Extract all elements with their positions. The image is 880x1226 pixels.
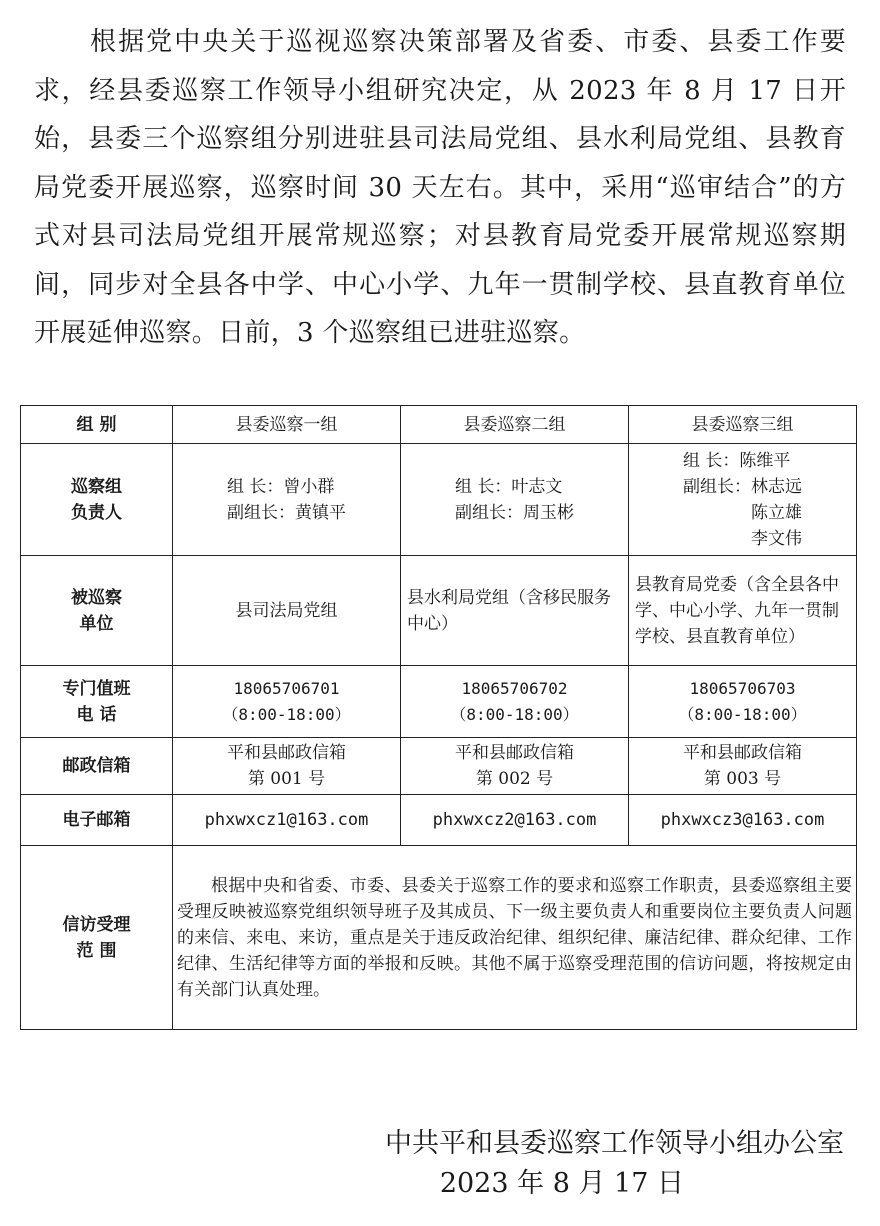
group-2-deputy: 副组长：周玉彬 (455, 502, 574, 523)
group-1-leaders (173, 444, 401, 556)
group-2-phone-hours: （8:00-18:00） (450, 704, 579, 724)
group-3-leaders (629, 444, 857, 556)
group-2-unit: 县水利局党组（含移民服务中心） (401, 556, 629, 666)
group-3-phone-hours: （8:00-18:00） (678, 704, 807, 724)
email-row-label: 电子邮箱 (21, 795, 173, 846)
group-1-phone (173, 666, 401, 738)
group-3-deputy: 副组长：林志远 (683, 476, 802, 497)
group-1-email: phxwxcz1@163.com (173, 795, 401, 846)
units-row-label (21, 556, 173, 666)
group-3-unit: 县教育局党委（含全县各中学、中心小学、九年一贯制学校、县直教育单位） (629, 556, 857, 666)
scope-row-label (21, 846, 173, 1030)
phone-label-line-2: 电 话 (76, 704, 117, 725)
mailbox-row-label: 邮政信箱 (21, 738, 173, 795)
group-2-leader: 组 长：叶志文 (455, 476, 563, 497)
email-row (21, 795, 857, 846)
leaders-row (21, 444, 857, 556)
group-2-email: phxwxcz2@163.com (401, 795, 629, 846)
phone-row (21, 666, 857, 738)
group-1-mailbox (173, 738, 401, 795)
group-1-leader: 组 长：曾小群 (227, 476, 335, 497)
group-2-leaders (401, 444, 629, 556)
leaders-label-line-2: 负责人 (71, 502, 122, 523)
scope-label-line-2: 范 围 (76, 940, 117, 961)
group-3-deputy-2: 陈立雄 (751, 502, 802, 523)
group-1-mailbox-line-2: 第 001 号 (247, 769, 326, 789)
phone-label-line-1: 专门值班 (62, 678, 131, 699)
signature-org: 中共平和县委巡察工作领导小组办公室 (385, 1128, 844, 1159)
scope-row (21, 846, 857, 1030)
header-group-label: 组 别 (21, 406, 173, 444)
phone-row-label (21, 666, 173, 738)
group-2-name: 县委巡察二组 (401, 406, 629, 444)
leaders-row-label (21, 444, 173, 556)
table-header-row (21, 406, 857, 444)
group-3-leader: 组 长：陈维平 (683, 450, 791, 471)
units-label-line-1: 被巡察 (71, 587, 122, 608)
group-3-phone-number: 18065706703 (689, 678, 796, 698)
group-1-phone-hours: （8:00-18:00） (222, 704, 351, 724)
group-1-phone-number: 18065706701 (233, 678, 340, 698)
group-2-mailbox-line-1: 平和县邮政信箱 (455, 743, 574, 763)
group-2-mailbox-line-2: 第 002 号 (475, 769, 554, 789)
group-3-email: phxwxcz3@163.com (629, 795, 857, 846)
group-2-phone (401, 666, 629, 738)
intro-paragraph: 根据党中央关于巡视巡察决策部署及省委、市委、县委工作要求，经县委巡察工作领导小组研究决定，从 2023 年 8 月 17 日开始，县委三个巡察组分别进驻县司法局党组、县水利局党组、县教育局党委开展巡察，巡察时间 30 天左右。其中，采用“巡审结合”的方式对县司法局党组开展常规巡察；对县教育局党委开展常规巡察期间，同步对全县各中学、中心小学、九年一贯制学校、县直教育单位开展延伸巡察。日前，3 个巡察组已进驻巡察。 (34, 27, 846, 348)
group-3-mailbox-line-1: 平和县邮政信箱 (683, 743, 802, 763)
group-1-name: 县委巡察一组 (173, 406, 401, 444)
scope-label-line-1: 信访受理 (62, 914, 131, 935)
group-3-phone (629, 666, 857, 738)
inspection-info-table (20, 405, 857, 1030)
group-3-mailbox-line-2: 第 003 号 (703, 769, 782, 789)
group-2-mailbox (401, 738, 629, 795)
units-label-line-2: 单位 (79, 613, 114, 634)
group-3-deputy-3: 李文伟 (751, 528, 802, 549)
group-2-phone-number: 18065706702 (461, 678, 568, 698)
signature-date: 2023 年 8 月 17 日 (439, 1168, 684, 1199)
leaders-label-line-1: 巡察组 (71, 476, 122, 497)
units-row (21, 556, 857, 666)
group-3-name: 县委巡察三组 (629, 406, 857, 444)
group-1-unit: 县司法局党组 (173, 556, 401, 666)
group-1-mailbox-line-1: 平和县邮政信箱 (227, 743, 346, 763)
mailbox-row (21, 738, 857, 795)
group-3-mailbox (629, 738, 857, 795)
scope-text: 根据中央和省委、市委、县委关于巡察工作的要求和巡察工作职责，县委巡察组主要受理反映被巡察党组织领导班子及其成员、下一级主要负责人和重要岗位主要负责人问题的来信、来电、来访，重点是关于违反政治纪律、组织纪律、廉洁纪律、群众纪律、工作纪律、生活纪律等方面的举报和反映。其他不属于巡察受理范围的信访问题，将按规定由有关部门认真处理。 (173, 846, 857, 1030)
group-1-deputy: 副组长：黄镇平 (227, 502, 346, 523)
